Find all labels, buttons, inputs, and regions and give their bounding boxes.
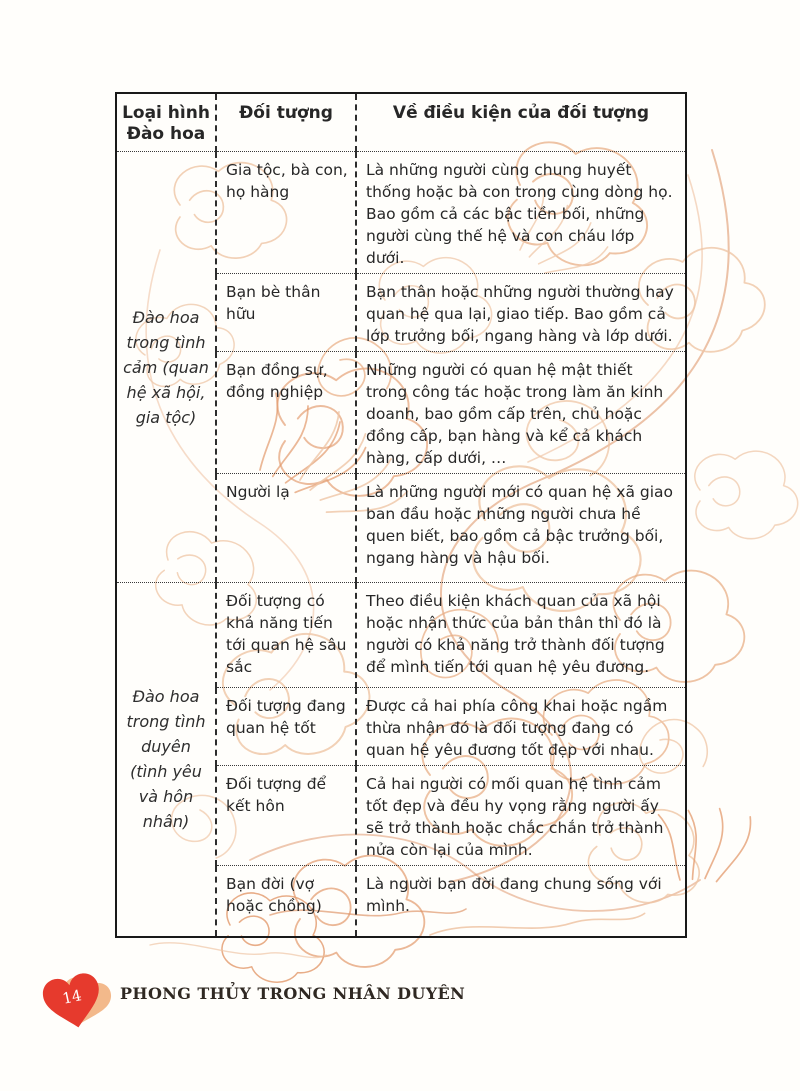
condition-cell: Theo điều kiện khách quan của xã hội hoặc nhận thức của bản thân thì đó là người có khả năng trở thành đối tượng để mình tiến tới quan hệ yêu đương. — [356, 583, 686, 688]
table-row — [116, 583, 686, 688]
page-number: 14 — [60, 986, 84, 1008]
page-number-heart-icon — [34, 962, 120, 1038]
header-type-column: Loại hình Đào hoa — [116, 93, 216, 152]
group-label-tinh-duyen: Đào hoa trong tình duyên (tình yêu và hôn nhân) — [116, 583, 216, 937]
subject-cell: Đối tượng có khả năng tiến tới quan hệ sâu sắc — [216, 583, 356, 688]
subject-cell: Đối tượng đang quan hệ tốt — [216, 688, 356, 766]
condition-cell: Bạn thân hoặc những người thường hay quan hệ qua lại, giao tiếp. Bao gồm cả lớp trưởng bối, ngang hàng và lớp dưới. — [356, 274, 686, 352]
table-row — [116, 152, 686, 274]
subject-cell: Bạn đồng sự, đồng nghiệp — [216, 352, 356, 474]
subject-cell: Bạn đời (vợ hoặc chồng) — [216, 866, 356, 937]
condition-cell: Là người bạn đời đang chung sống với mình. — [356, 866, 686, 937]
peach-blossom-table — [115, 92, 687, 938]
table-header-row — [116, 93, 686, 152]
subject-cell: Bạn bè thân hữu — [216, 274, 356, 352]
condition-cell: Là những người mới có quan hệ xã giao ban đầu hoặc những người chưa hề quen biết, bao gồm cả bậc trưởng bối, ngang hàng và hậu bối. — [356, 474, 686, 583]
condition-cell: Những người có quan hệ mật thiết trong công tác hoặc trong làm ăn kinh doanh, bao gồm cấp trên, chủ hoặc đồng cấp, bạn hàng và kể cả khách hàng, cấp dưới, … — [356, 352, 686, 474]
header-subject-column: Đối tượng — [216, 93, 356, 152]
condition-cell: Là những người cùng chung huyết thống hoặc bà con trong cùng dòng họ. Bao gồm cả các bậc tiền bối, những người cùng thế hệ và con cháu lớp dưới. — [356, 152, 686, 274]
book-title: PHONG THỦY TRONG NHÂN DUYÊN — [120, 984, 466, 1003]
condition-cell: Cả hai người có mối quan hệ tình cảm tốt đẹp và đều hy vọng rằng người ấy sẽ trở thành hoặc chắc chắn trở thành nửa còn lại của mình. — [356, 766, 686, 866]
group-label-tinh-cam: Đào hoa trong tình cảm (quan hệ xã hội, gia tộc) — [123, 307, 209, 427]
subject-cell: Đối tượng để kết hôn — [216, 766, 356, 866]
condition-cell: Được cả hai phía công khai hoặc ngầm thừa nhận đó là đối tượng đang có quan hệ yêu đương tốt đẹp với nhau. — [356, 688, 686, 766]
header-condition-column: Về điều kiện của đối tượng — [356, 93, 686, 152]
page-footer — [0, 960, 800, 1050]
subject-cell: Gia tộc, bà con, họ hàng — [216, 152, 356, 274]
subject-cell: Người lạ — [216, 474, 356, 583]
